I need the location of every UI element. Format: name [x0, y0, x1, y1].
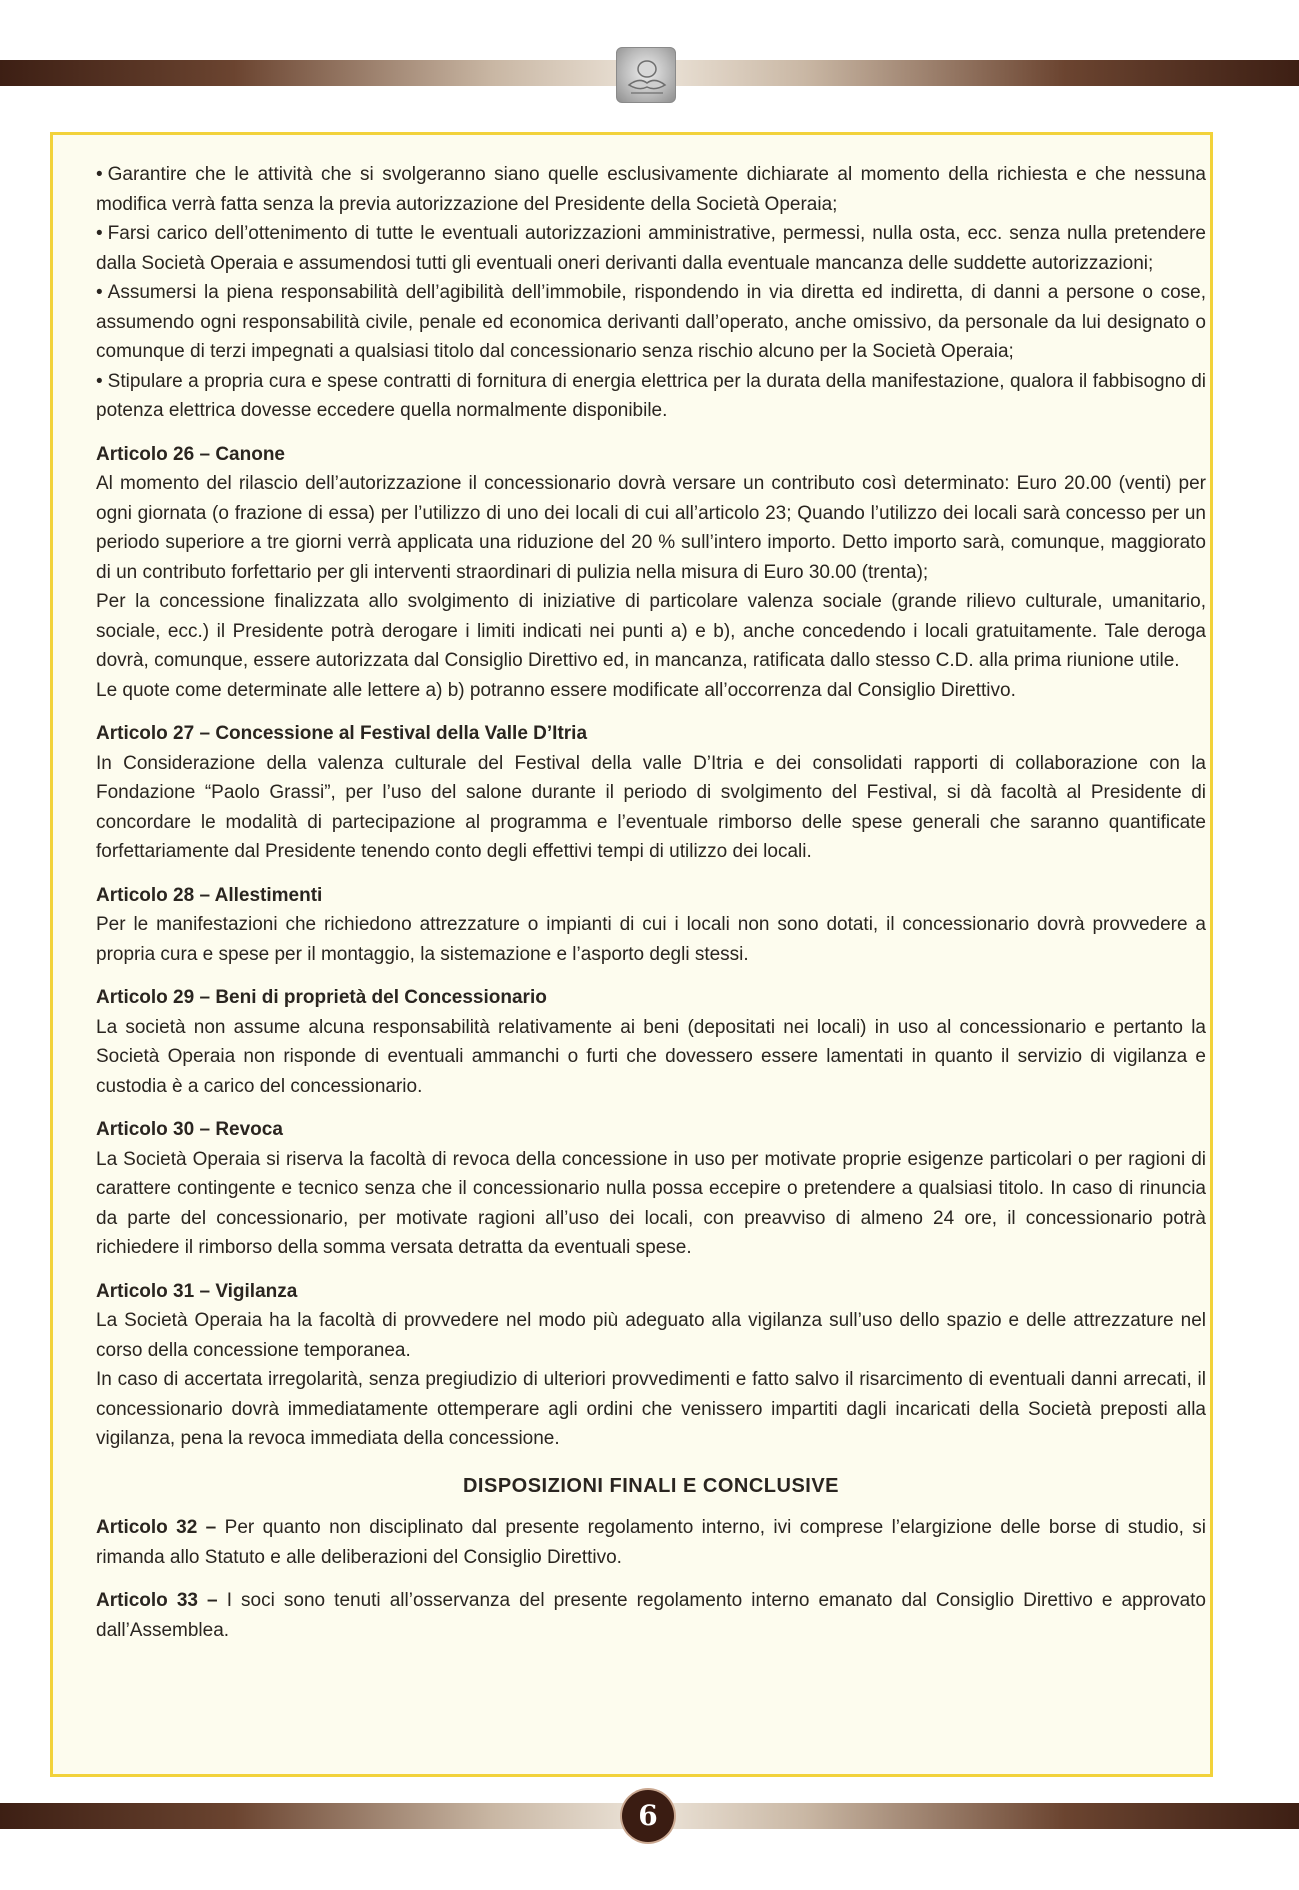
bullet-icon: •	[96, 370, 103, 392]
article-heading: Articolo 27 – Concessione al Festival della Valle D’Itria	[96, 723, 588, 744]
article-30	[96, 1115, 1206, 1263]
article-paragraph: Per le manifestazioni che richiedono attrezzature o impianti di cui i locali non sono dotati, il concessionario dovrà provvedere a propria cura e spese per il montaggio, la sistemazione e l’asporto degli stessi.	[96, 914, 1206, 965]
society-emblem	[616, 47, 676, 103]
bullet-icon: •	[96, 282, 103, 303]
section-title: DISPOSIZIONI FINALI E CONCLUSIVE	[462, 1474, 840, 1497]
bullet-icon: •	[96, 223, 103, 244]
page-number: 6	[622, 1790, 674, 1842]
article-heading: Articolo 31 – Vigilanza	[96, 1280, 298, 1302]
list-item: • Assumersi la piena responsabilità dell’agibilità dell’immobile, rispondendo in via diretta ed indiretta, di danni a persone o cose, assumendo ogni responsabilità civile, penale ed economica derivanti dall’operato, anche omissivo, da personale da lui designato o comunque di terzi impegnati a qualsiasi titolo dal concessionario senza rischio alcuno per la Società Operaia;	[96, 282, 1206, 362]
article-paragraph: La Società Operaia ha la facoltà di provvedere nel modo più adeguato alla vigilanza sull’uso dello spazio e delle attrezzature nel corso della concessione temporanea.	[96, 1310, 1206, 1361]
article-text: I soci sono tenuti all’osservanza del presente regolamento interno emanato dal Consiglio Direttivo e approvato dall’Assemblea.	[96, 1590, 1207, 1641]
article-heading: Articolo 32 –	[96, 1517, 217, 1538]
article-paragraph: Le quote come determinate alle lettere a) b) potranno essere modificate all’occorrenza dal Consiglio Direttivo.	[96, 679, 1016, 701]
article-text: Per quanto non disciplinato dal presente regolamento interno, ivi comprese l’elargizione delle borse di studio, si rimanda allo Statuto e alle deliberazioni del Consiglio Direttivo.	[96, 1517, 1206, 1568]
article-heading: Articolo 26 – Canone	[96, 443, 285, 465]
article-heading: Articolo 30 – Revoca	[96, 1119, 283, 1140]
society-emblem-icon	[625, 55, 669, 97]
article-33	[96, 1586, 1206, 1645]
article-paragraph: In caso di accertata irregolarità, senza pregiudizio di ulteriori provvedimenti e fatto salvo il risarcimento di eventuali danni arrecati, il concessionario dovrà immediatamente ottemperare agli ordini che venissero impartiti dagli incaricati della Società preposti alla vigilanza, pena la revoca immediata della concessione.	[96, 1369, 1206, 1449]
article-paragraph: La società non assume alcuna responsabilità relativamente ai beni (depositati nei locali) in uso al concessionario e pertanto la Società Operaia non risponde di eventuali ammanchi o furti che dovessero essere lamentati in quanto il servizio di vigilanza e custodia è a carico del concessionario.	[96, 1016, 1206, 1097]
article-paragraph: Per la concessione finalizzata allo svolgimento di iniziative di particolare valenza sociale (grande rilievo culturale, umanitario, sociale, ecc.) il Presidente potrà derogare i limiti indicati nei punti a) e b), anche concedendo i locali gratuitamente. Tale deroga dovrà, comunque, essere autorizzata dal Consiglio Direttivo ed, in mancanza, ratificata dallo stesso C.D. alla prima riunione utile.	[96, 591, 1206, 671]
article-27	[96, 719, 1206, 867]
list-item: • Garantire che le attività che si svolgeranno siano quelle esclusivamente dichiarate al momento della richiesta e che nessuna modifica verrà fatta senza la previa autorizzazione del Presidente della Società Operaia;	[96, 164, 1206, 215]
obligations-list	[96, 160, 1206, 426]
article-heading: Articolo 29 – Beni di proprietà del Concessionario	[96, 987, 547, 1008]
article-paragraph: La Società Operaia si riserva la facoltà di revoca della concessione in uso per motivate proprie esigenze particolari o per ragioni di carattere contingente e tecnico senza che il concessionario nulla possa eccepire o pretendere a qualsiasi titolo. In caso di rinuncia da parte del concessionario, per motivate ragioni all’uso dei locali, con preavviso di almeno 24 ore, il concessionario potrà richiedere il rimborso della somma versata detratta da eventuali spese.	[96, 1148, 1206, 1258]
bullet-icon: •	[96, 164, 103, 185]
document-body	[96, 160, 1206, 1645]
article-28	[96, 881, 1206, 970]
article-26	[96, 440, 1206, 706]
article-32	[96, 1513, 1206, 1572]
article-paragraph: Al momento del rilascio dell’autorizzazione il concessionario dovrà versare un contributo così determinato: Euro 20.00 (venti) per ogni giornata (o frazione di essa) per l’utilizzo di uno dei locali di cui all’articolo 23; Quando l’utilizzo dei locali sarà concesso per un periodo superiore a tre giorni verrà applicata una riduzione del 20 % sull’intero importo. Detto importo sarà, comunque, maggiorato di un contributo forfettario per gli interventi straordinari di pulizia nella misura di Euro 30.00 (trenta);	[96, 473, 1206, 583]
article-31	[96, 1277, 1206, 1454]
list-item: • Farsi carico dell’ottenimento di tutte le eventuali autorizzazioni amministrative, permessi, nulla osta, ecc. senza nulla pretendere dalla Società Operaia e assumendosi tutti gli eventuali oneri derivanti dalla eventuale mancanza delle suddette autorizzazioni;	[96, 223, 1206, 274]
article-29	[96, 983, 1206, 1101]
article-heading: Articolo 28 – Allestimenti	[96, 884, 323, 906]
article-heading: Articolo 33 –	[96, 1590, 218, 1611]
list-item: • Stipulare a propria cura e spese contratti di fornitura di energia elettrica per la durata della manifestazione, qualora il fabbisogno di potenza elettrica dovesse eccedere quella normalmente disponibile.	[96, 370, 1206, 421]
article-paragraph: In Considerazione della valenza culturale del Festival della valle D’Itria e dei consolidati rapporti di collaborazione con la Fondazione “Paolo Grassi”, per l’uso del salone durante il periodo di svolgimento del Festival, si dà facoltà al Presidente di concordare le modalità di partecipazione al programma e l’eventuale rimborso delle spese generali che saranno quantificate forfettariamente dal Presidente tenendo conto degli effettivi tempi di utilizzo dei locali.	[96, 752, 1206, 862]
